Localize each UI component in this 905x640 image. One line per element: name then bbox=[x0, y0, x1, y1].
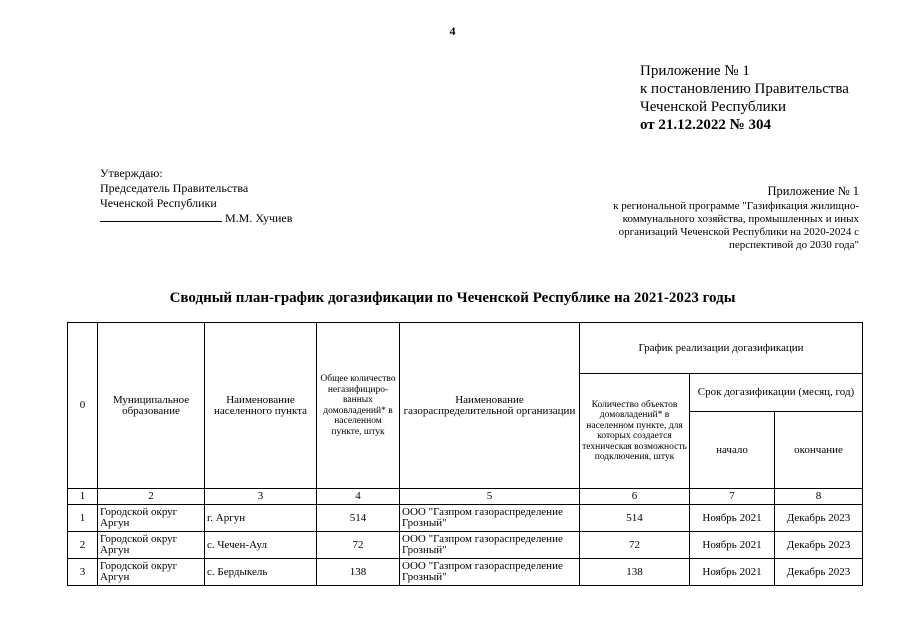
column-number: 7 bbox=[690, 489, 775, 505]
settlement-cell: с. Чечен-Аул bbox=[205, 532, 317, 559]
header-settlement: Наименование населенного пункта bbox=[205, 323, 317, 489]
start-cell: Ноябрь 2021 bbox=[690, 532, 775, 559]
header-organization: Наименование газораспределительной организации bbox=[400, 323, 580, 489]
table-row bbox=[68, 532, 863, 559]
approval-signature-row bbox=[100, 211, 292, 226]
column-number: 2 bbox=[98, 489, 205, 505]
municipality-cell: Городской округ Аргун bbox=[98, 505, 205, 532]
program-appendix-header bbox=[559, 184, 859, 252]
approval-government: Чеченской Республики bbox=[100, 196, 217, 210]
organization-cell: ООО "Газпром газораспределение Грозный" bbox=[400, 505, 580, 532]
program-appendix-line: коммунального хозяйства, промышленных и иных bbox=[622, 213, 859, 225]
approval-heading: Утверждаю: bbox=[100, 166, 163, 180]
municipality-cell: Городской округ Аргун bbox=[98, 532, 205, 559]
settlement-cell: с. Бердыкель bbox=[205, 559, 317, 586]
header-end: окончание bbox=[775, 412, 863, 489]
signature-line bbox=[100, 211, 222, 222]
appendix-government-name: Чеченской Республики bbox=[640, 99, 786, 115]
end-cell: Декабрь 2023 bbox=[775, 532, 863, 559]
column-number-row bbox=[68, 489, 863, 505]
table-row bbox=[68, 505, 863, 532]
page-number: 4 bbox=[449, 24, 456, 38]
row-number: 3 bbox=[68, 559, 98, 586]
header-municipality: Муниципальное образование bbox=[98, 323, 205, 489]
end-cell: Декабрь 2023 bbox=[775, 559, 863, 586]
appendix-resolution-date: от 21.12.2022 № 304 bbox=[640, 117, 771, 133]
approval-block bbox=[100, 166, 292, 226]
objects-cell: 514 bbox=[580, 505, 690, 532]
approval-position: Председатель Правительства bbox=[100, 181, 249, 195]
header-objects: Количество объектов домовладений* в населенном пункте, для которых создается техническая возможность подключения, штук bbox=[580, 374, 690, 489]
municipality-cell: Городской округ Аргун bbox=[98, 559, 205, 586]
objects-cell: 138 bbox=[580, 559, 690, 586]
appendix-label: Приложение № 1 bbox=[640, 63, 750, 79]
header-col0: 0 bbox=[68, 323, 98, 489]
households-cell: 514 bbox=[317, 505, 400, 532]
appendix-resolution-ref: к постановлению Правительства bbox=[640, 81, 849, 97]
column-number: 3 bbox=[205, 489, 317, 505]
document-title: Сводный план-график догазификации по Чеченской Республике на 2021-2023 годы bbox=[169, 290, 736, 306]
column-number: 8 bbox=[775, 489, 863, 505]
program-appendix-line: к региональной программе "Газификация жилищно- bbox=[613, 200, 859, 212]
column-number: 4 bbox=[317, 489, 400, 505]
start-cell: Ноябрь 2021 bbox=[690, 505, 775, 532]
row-number: 1 bbox=[68, 505, 98, 532]
end-cell: Декабрь 2023 bbox=[775, 505, 863, 532]
header-deadline: Срок догазификации (месяц, год) bbox=[690, 374, 863, 412]
objects-cell: 72 bbox=[580, 532, 690, 559]
start-cell: Ноябрь 2021 bbox=[690, 559, 775, 586]
households-cell: 138 bbox=[317, 559, 400, 586]
row-number: 2 bbox=[68, 532, 98, 559]
settlement-cell: г. Аргун bbox=[205, 505, 317, 532]
gasification-schedule-table bbox=[67, 322, 863, 586]
program-appendix-label: Приложение № 1 bbox=[767, 184, 859, 198]
column-number: 5 bbox=[400, 489, 580, 505]
organization-cell: ООО "Газпром газораспределение Грозный" bbox=[400, 532, 580, 559]
header-schedule: График реализации догазификации bbox=[580, 323, 863, 374]
header-households: Общее количество негазифициро-ванных домовладений* в населенном пункте, штук bbox=[317, 323, 400, 489]
organization-cell: ООО "Газпром газораспределение Грозный" bbox=[400, 559, 580, 586]
resolution-appendix-header bbox=[640, 62, 849, 134]
column-number: 1 bbox=[68, 489, 98, 505]
table-row bbox=[68, 559, 863, 586]
column-number: 6 bbox=[580, 489, 690, 505]
program-appendix-line: организаций Чеченской Республики на 2020-2024 с bbox=[618, 226, 859, 238]
households-cell: 72 bbox=[317, 532, 400, 559]
program-appendix-line: перспективой до 2030 года" bbox=[728, 239, 859, 251]
approval-signatory: М.М. Хучиев bbox=[225, 211, 293, 225]
header-start: начало bbox=[690, 412, 775, 489]
